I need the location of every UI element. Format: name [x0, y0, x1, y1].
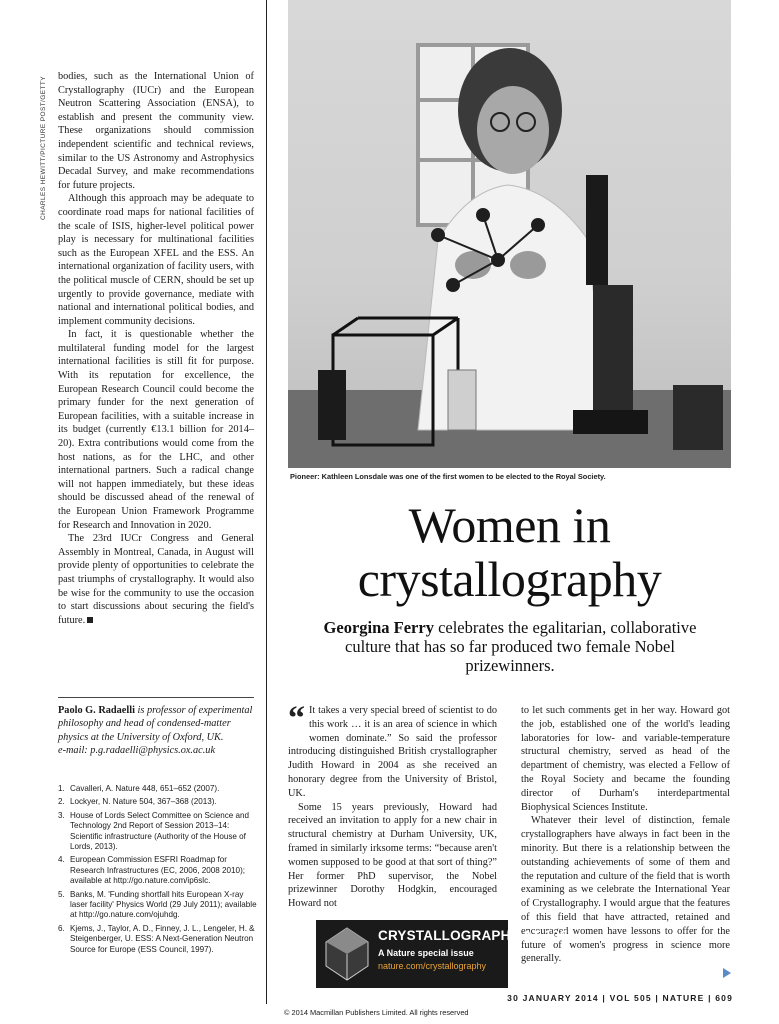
standfirst [300, 618, 720, 675]
author-role: is professor of experimental philosophy and head of condensed-matter physics at the University of Oxford, UK. [58, 705, 253, 743]
headline [288, 498, 731, 606]
paragraph: Although this approach may be adequate to coordinate road maps for national facilities of the scale of ISIS, higher-level political power play is necessary for multinational facilities such as the European XFEL and the ESS. An international organization of facility users, with the political muscle of CERN, should be set up urgently to provide governance, mediate with national and international political bodies, and implement community decisions. [58, 193, 254, 327]
crystal-icon [322, 926, 372, 982]
reference-list [58, 784, 258, 958]
photo-caption: Pioneer: Kathleen Lonsdale was one of the first women to be elected to the Royal Society. [290, 472, 606, 481]
reference-text: Banks, M. 'Funding shortfall hits European X-ray laser facility' Physics World (29 July 2011); available at http://go.nature.com/ojuhdg. [70, 889, 257, 920]
promo-subtitle: A Nature special issue [378, 948, 474, 958]
reference-item [58, 811, 258, 853]
author-bio [58, 697, 254, 758]
continue-arrow-icon [723, 968, 731, 978]
standfirst-text: celebrates the egalitarian, collaborative culture that has so far produced two female Nobel prizewinners. [345, 618, 697, 675]
headline-line: crystallography [357, 551, 662, 607]
reference-number: 6. [58, 923, 65, 933]
column-divider [266, 0, 267, 1004]
body-column-1 [288, 700, 497, 911]
page-folio: 30 JANUARY 2014 | VOL 505 | NATURE | 609 [507, 993, 733, 1003]
lonsdale-photo [288, 0, 731, 468]
photo-credit: CHARLES HEWITT/PICTURE POST/GETTY [40, 76, 47, 220]
promo-link[interactable]: nature.com/crystallography [378, 961, 487, 971]
paragraph-text: The 23rd IUCr Congress and General Assembly in Montreal, Canada, in August will provide plenty of opportunities to celebrate the past triumphs of crystallography. It would also be wise for the community to use the occasion to start discussions about securing the field's future. [58, 533, 254, 626]
drop-quote-mark: “ [288, 700, 305, 737]
paragraph [58, 532, 254, 627]
paragraph: Some 15 years previously, Howard had received an invitation to apply for a new chair in structural chemistry at Durham University, UK, framed in similarly irksome terms: “because aren't women supposed to be good at that sort of thing?” Her former PhD supervisor, the Nobel prizewinner Dorothy Hodgkin, encouraged Howard not [288, 801, 497, 910]
reference-number: 1. [58, 784, 65, 793]
promo-title: CRYSTALLOGRAPHY AT 100 [378, 928, 568, 943]
reference-text: Cavalleri, A. Nature 448, 651–652 (2007). [70, 784, 220, 793]
left-column-text [58, 70, 254, 627]
end-mark-icon [87, 617, 93, 623]
headline-line: Women in [408, 497, 611, 553]
reference-item [58, 890, 258, 921]
reference-text: House of Lords Select Committee on Science and Technology 2nd Report of Session 2013–14: Scientific infrastructure (Authority of the House of Lords, 2013). [70, 810, 250, 852]
reference-number: 2. [58, 797, 65, 807]
author-email[interactable]: e-mail: p.g.radaelli@physics.ox.ac.uk [58, 745, 216, 757]
paragraph: In fact, it is questionable whether the multilateral funding model for the largest international facilities is still fit for purpose. With its reputation for excellence, the European Research Council could become the primary funder for the next generation of European facilities, with a suitable increase in its budget (currently €13.1 billion for 2014–20). Extra contributions would come from the host nations, as for the LHC, and other international partners. Such a radical change will not happen immediately, but these ideas should be discussed ahead of the renewal of the European Union Framework Programme for Research and Innovation in 2020. [58, 329, 254, 531]
reference-item [58, 855, 258, 886]
reference-number: 5. [58, 889, 65, 899]
body-column-2 [521, 704, 730, 966]
paragraph-text: It takes a very special breed of scientist to do this work … it is an area of science in which women dominate.” So said the professor introducing distinguished British crystallographer Judith Howard in 2004 as she received an honorary degree from the University of Bristol, UK. [288, 705, 497, 799]
special-issue-promo[interactable] [316, 920, 568, 988]
reference-number: 3. [58, 810, 65, 820]
paragraph: to let such comments get in her way. Howard got the job, established one of the world's leading laboratories for low- and variable-temperature structural chemistry, served as head of the department of chemistry, was elected a Fellow of the Royal Society and became the founding director of Durham's interdepartmental Biophysical Sciences Institute. [521, 705, 730, 813]
paragraph [288, 700, 497, 801]
author-name: Paolo G. Radaelli [58, 705, 135, 716]
reference-number: 4. [58, 855, 65, 865]
reference-item [58, 784, 258, 794]
copyright-notice: © 2014 Macmillan Publishers Limited. All rights reserved [284, 1008, 469, 1017]
reference-item [58, 797, 258, 807]
paragraph: bodies, such as the International Union of Crystallography (IUCr) and the European Neutron Scattering Association (ENSA), to establish and present the community view. These organizations should commission independent scientific and technical reviews, similar to the US Astronomy and Astrophysics Decadal Survey, and make recommendations for future projects. [58, 71, 254, 191]
reference-text: European Commission ESFRI Roadmap for Research Infrastructures (EC, 2006, 2008 2010); available at http://go.nature.com/ip6slc. [70, 855, 246, 886]
standfirst-author: Georgina Ferry [323, 618, 434, 637]
reference-text: Lockyer, N. Nature 504, 367–368 (2013). [70, 797, 217, 807]
paragraph: Whatever their level of distinction, female crystallographers have always in fact been in the minority. But there is a relationship between the outstanding achievements of some of them and the reputation and culture of the field that is worth examining as we celebrate the International Year of Crystallography. I would argue that the features of this field that have attracted, retained and encouraged women have lessons to offer for the future of women's progress in science more generally. [521, 815, 730, 965]
reference-text: Kjems, J., Taylor, A. D., Finney, J. L., Lengeler, H. & Steigenberger, U. ESS: A Next-Generation Neutron Source for Europe (ESS Council, 1997). [70, 923, 255, 954]
reference-item [58, 924, 258, 955]
photo-illustration [288, 0, 731, 468]
